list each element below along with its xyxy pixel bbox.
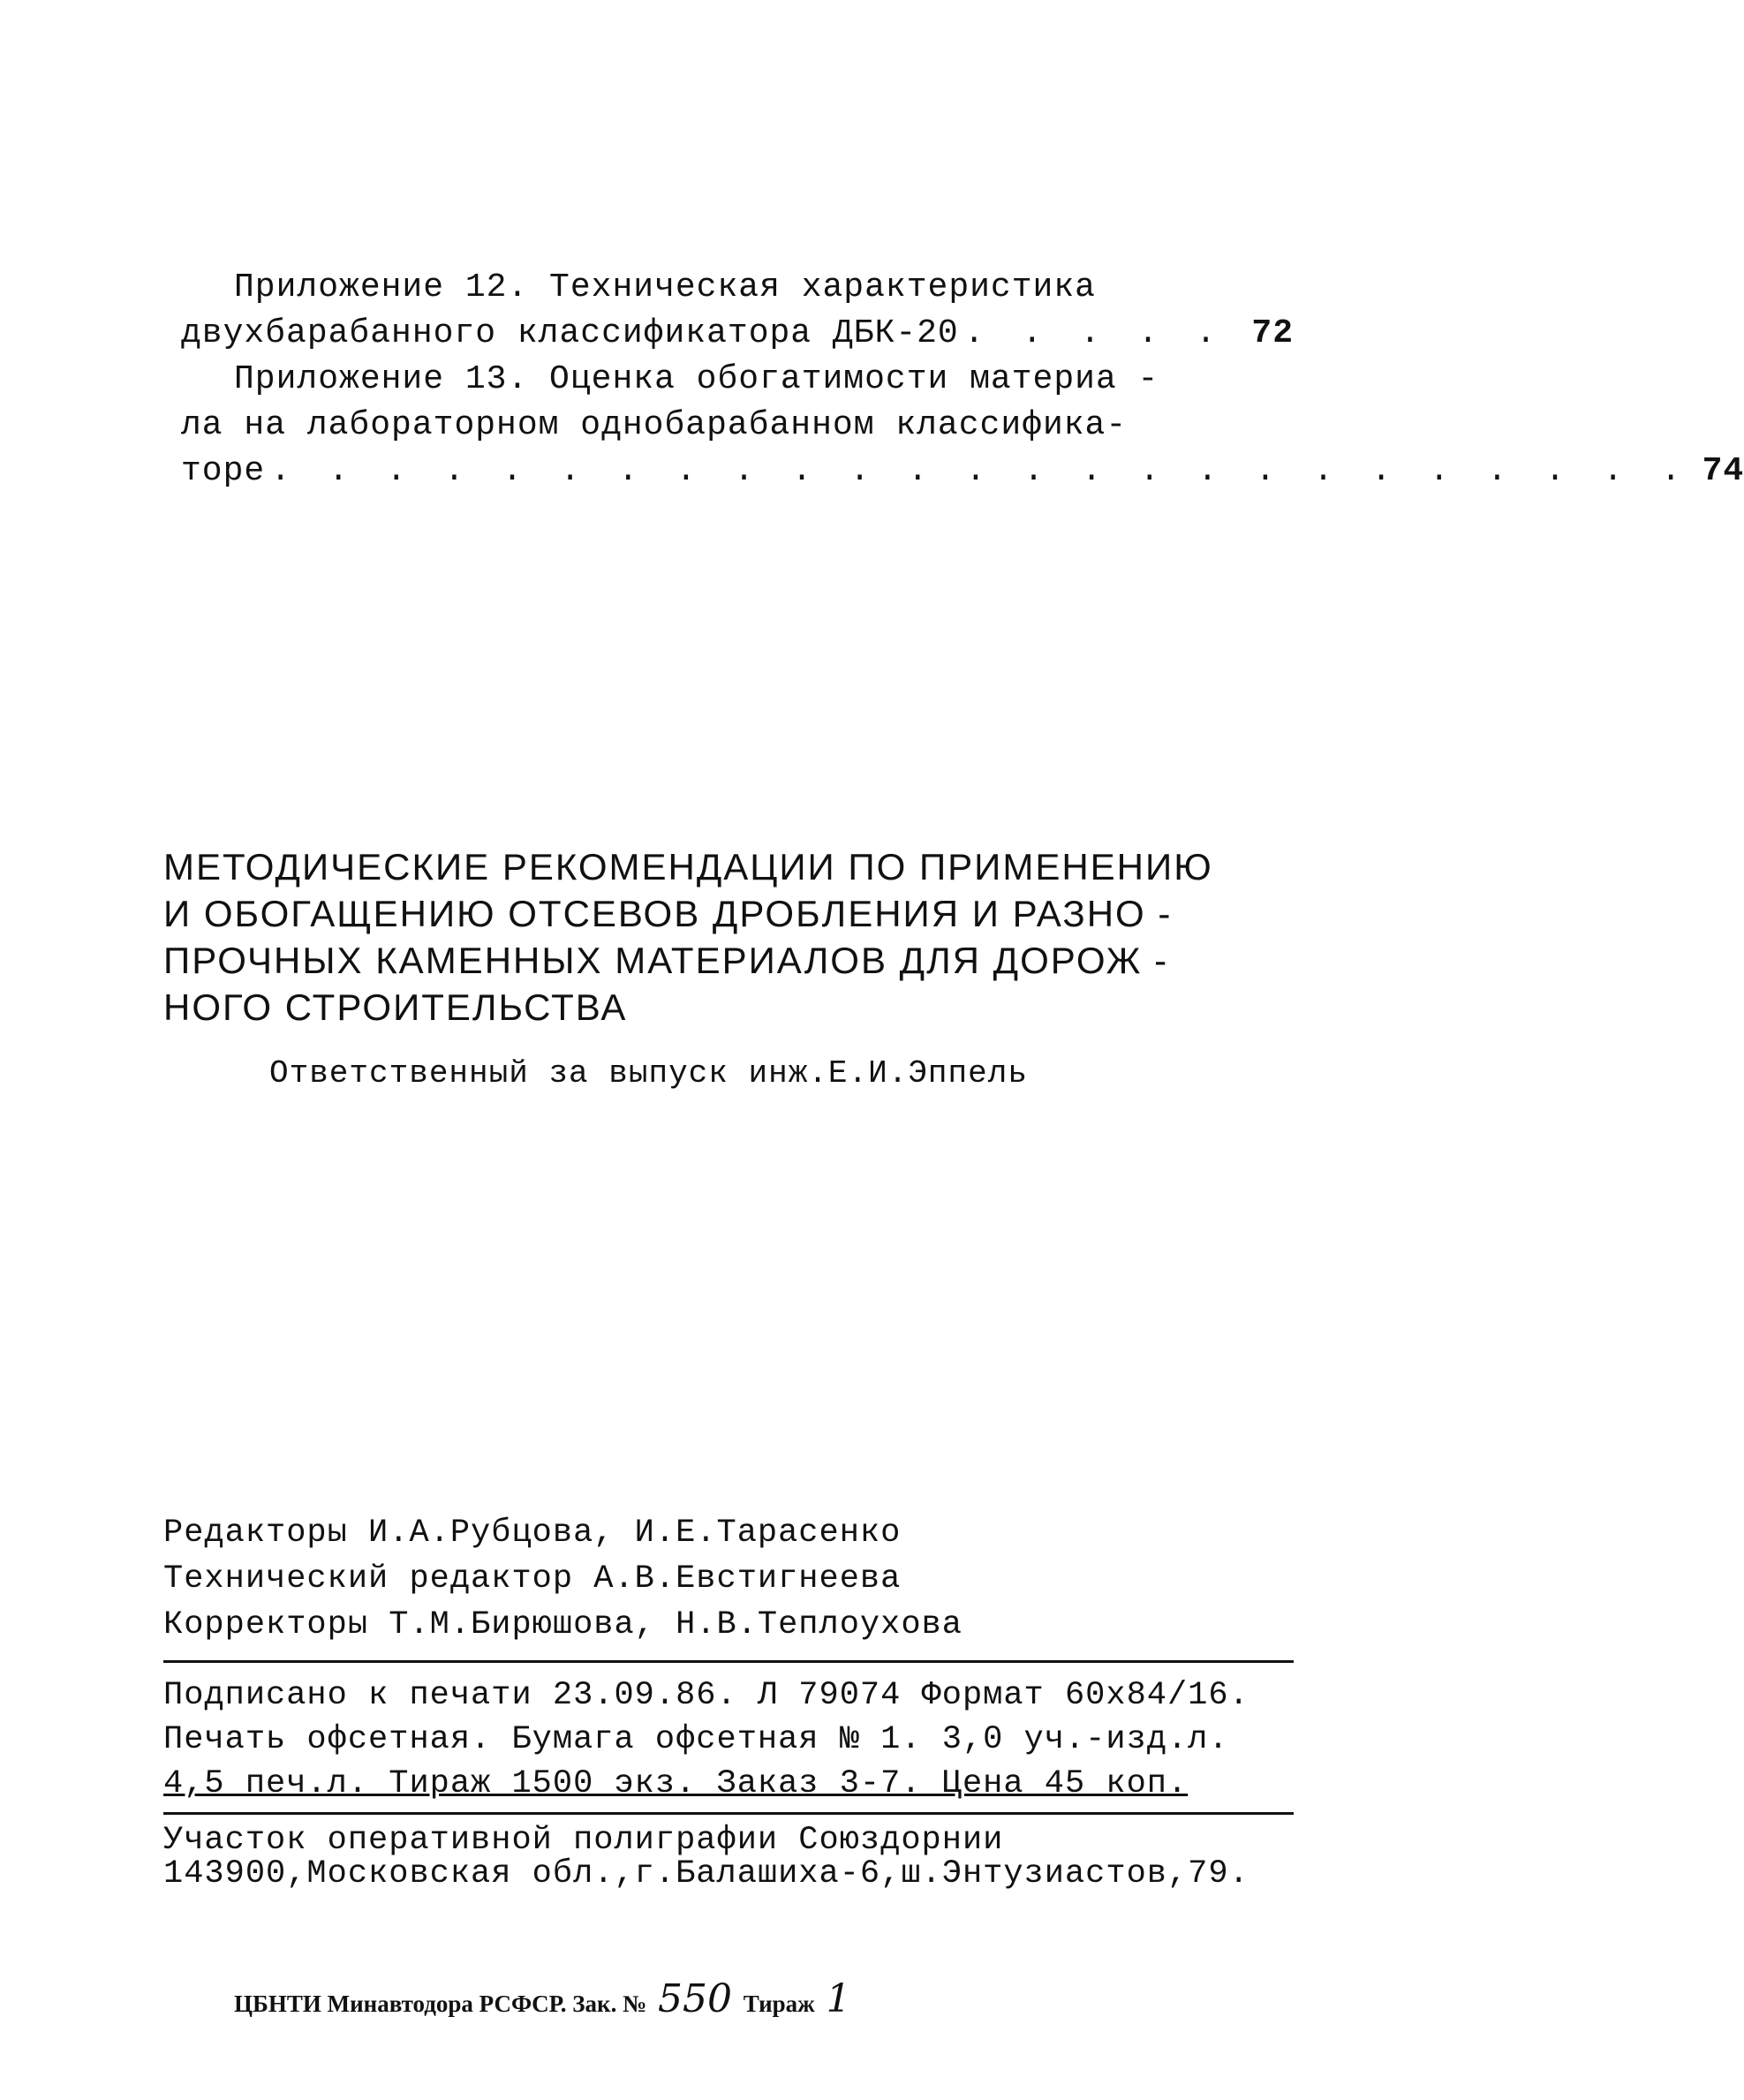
toc-entry-text: ла на лабораторном однобарабанном классифика- bbox=[181, 406, 1128, 444]
title-line: МЕТОДИЧЕСКИЕ РЕКОМЕНДАЦИИ ПО ПРИМЕНЕНИЮ bbox=[163, 846, 1213, 888]
tech-editor-line: Технический редактор А.В.Евстигнеева bbox=[163, 1560, 902, 1598]
print-shop-name: Участок оперативной полиграфии Союздорнии bbox=[163, 1822, 1004, 1859]
toc-entry-appendix-12 bbox=[181, 265, 1294, 357]
proofreaders-line: Корректоры Т.М.Бирюшова, Н.В.Теплоухова bbox=[163, 1606, 963, 1643]
imprint-block bbox=[163, 1673, 1329, 1806]
stamp-order-number: 550 bbox=[658, 1976, 732, 2021]
toc-entry-title: Приложение 13. Оценка обогатимости материа - bbox=[234, 360, 1159, 398]
toc-entry-text: двухбарабанного классификатора ДБК-20 bbox=[181, 314, 959, 352]
title-line: НОГО СТРОИТЕЛЬСТВА bbox=[163, 986, 628, 1028]
print-shop-block bbox=[163, 1824, 1329, 1891]
toc-dot-leader: . . . . . . . . . . . . . . . . . . . . . . . . . bbox=[270, 452, 1690, 490]
toc-entry-last-line bbox=[181, 311, 1294, 357]
table-of-contents bbox=[181, 265, 1744, 495]
stamp-tirazh-value: 1 bbox=[826, 1976, 851, 2021]
toc-entry-appendix-13 bbox=[181, 357, 1744, 495]
editors-line: Редакторы И.А.Рубцова, И.Е.Тарасенко bbox=[163, 1515, 902, 1552]
toc-page-number: 72 bbox=[1251, 314, 1294, 352]
imprint-circulation-line: 4,5 печ.л. Тираж 1500 экз. Заказ 3-7. Цена 45 коп. bbox=[163, 1765, 1189, 1802]
responsible-person: Ответственный за выпуск инж.Е.И.Эппель bbox=[269, 1055, 1028, 1092]
divider-rule bbox=[163, 1660, 1294, 1663]
title-line: ПРОЧНЫХ КАМЕННЫХ МАТЕРИАЛОВ ДЛЯ ДОРОЖ - bbox=[163, 940, 1169, 981]
order-stamp bbox=[234, 1976, 856, 2021]
document-title bbox=[163, 843, 1329, 1031]
imprint-paper-line: Печать офсетная. Бумага офсетная № 1. 3,0 уч.-изд.л. bbox=[163, 1721, 1229, 1758]
stamp-tirazh-label: Тираж bbox=[743, 1990, 815, 2017]
stamp-prefix: ЦБНТИ Минавтодора РСФСР. Зак. № bbox=[234, 1990, 647, 2017]
toc-entry-title: Приложение 12. Техническая характеристика bbox=[234, 268, 1096, 306]
title-line: И ОБОГАЩЕНИЮ ОТСЕВОВ ДРОБЛЕНИЯ И РАЗНО - bbox=[163, 893, 1173, 934]
divider-rule bbox=[163, 1812, 1294, 1815]
imprint-signed-line: Подписано к печати 23.09.86. Л 79074 Формат 60х84/16. bbox=[163, 1677, 1249, 1714]
toc-page-number: 74 bbox=[1702, 452, 1744, 490]
toc-entry-text: торе bbox=[181, 452, 266, 490]
print-shop-address: 143900,Московская обл.,г.Балашиха-6,ш.Энтузиастов,79. bbox=[163, 1855, 1249, 1892]
toc-entry-last-line bbox=[181, 449, 1744, 495]
toc-dot-leader: . . . . . bbox=[963, 314, 1225, 352]
credits-block bbox=[163, 1510, 1311, 1648]
